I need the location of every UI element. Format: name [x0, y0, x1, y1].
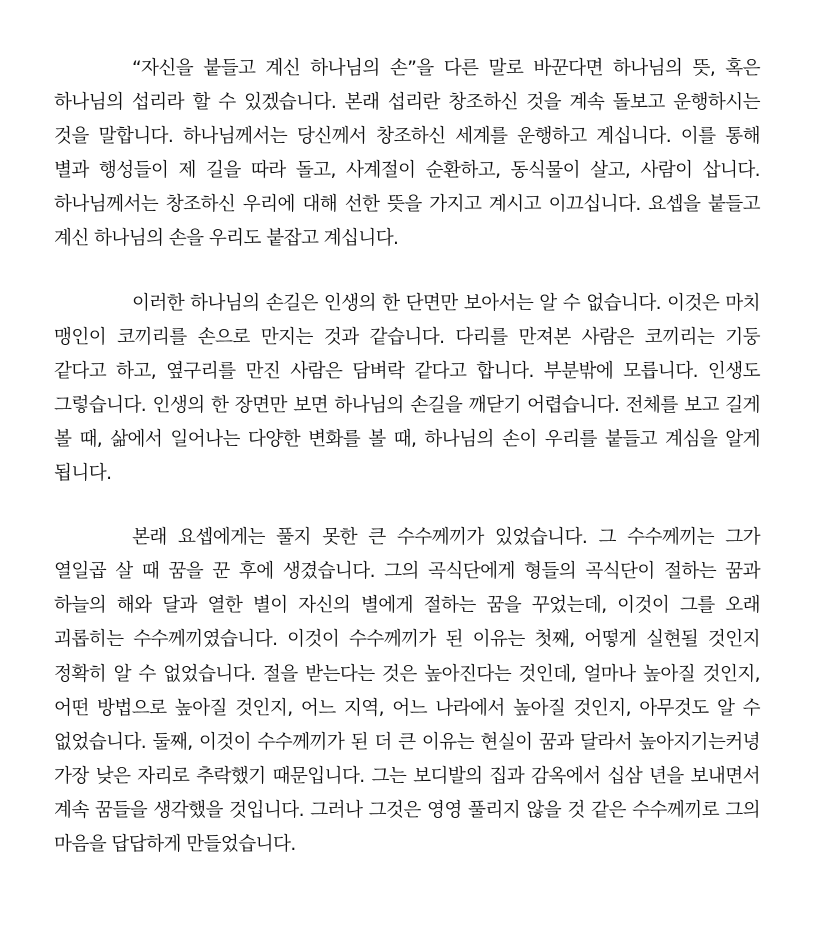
- paragraph-3: 본래 요셉에게는 풀지 못한 큰 수수께끼가 있었습니다. 그 수수께끼는 그가 열일곱 살 때 꿈을 꾼 후에 생겼습니다. 그의 곡식단에게 형들의 곡식단이 절하는 꿈과 하늘의 해와 달과 열한 별이 자신의 별에게 절하는 꿈을 꾸었는데, 이것이 그를 오래 괴롭히는 수수께끼였습니다. 이것이 수수께끼가 된 이유는 첫째, 어떻게 실현될 것인지 정확히 알 수 없었습니다. 절을 받는다는 것은 높아진다는 것인데, 얼마나 높아질 것인지, 어떤 방법으로 높아질 것인지, 어느 지역, 어느 나라에서 높아질 것인지, 아무것도 알 수 없었습니다. 둘째, 이것이 수수께끼가 된 더 큰 이유는 현실이 꿈과 달라서 높아지기는커녕 가장 낮은 자리로 추락했기 때문입니다. 그는 보디발의 집과 감옥에서 십삼 년을 보내면서 계속 꿈들을 생각했을 것입니다. 그러나 그것은 영영 풀리지 않을 것 같은 수수께끼로 그의 마음을 답답하게 만들었습니다.: [54, 527, 760, 855]
- paragraph-1: “자신을 붙들고 계신 하나님의 손”을 다른 말로 바꾼다면 하나님의 뜻, 혹은 하나님의 섭리라 할 수 있겠습니다. 본래 섭리란 창조하신 것을 계속 돌보고 운행하시는 것을 말합니다. 하나님께서는 당신께서 창조하신 세계를 운행하고 계십니다. 이를 통해 별과 행성들이 제 길을 따라 돌고, 사계절이 순환하고, 동식물이 살고, 사람이 삽니다. 하나님께서는 창조하신 우리에 대해 선한 뜻을 가지고 계시고 이끄십니다. 요셉을 붙들고 계신 하나님의 손을 우리도 붙잡고 계십니다.: [54, 58, 760, 250]
- paragraph-2: 이러한 하나님의 손길은 인생의 한 단면만 보아서는 알 수 없습니다. 이것은 마치 맹인이 코끼리를 손으로 만지는 것과 같습니다. 다리를 만져본 사람은 코끼리는 기둥 같다고 하고, 옆구리를 만진 사람은 담벼락 같다고 합니다. 부분밖에 모릅니다. 인생도 그렇습니다. 인생의 한 장면만 보면 하나님의 손길을 깨닫기 어렵습니다. 전체를 보고 길게 볼 때, 삶에서 일어나는 다양한 변화를 볼 때, 하나님의 손이 우리를 붙들고 계심을 알게 됩니다.: [54, 292, 760, 485]
- document-page: [54, 52, 760, 862]
